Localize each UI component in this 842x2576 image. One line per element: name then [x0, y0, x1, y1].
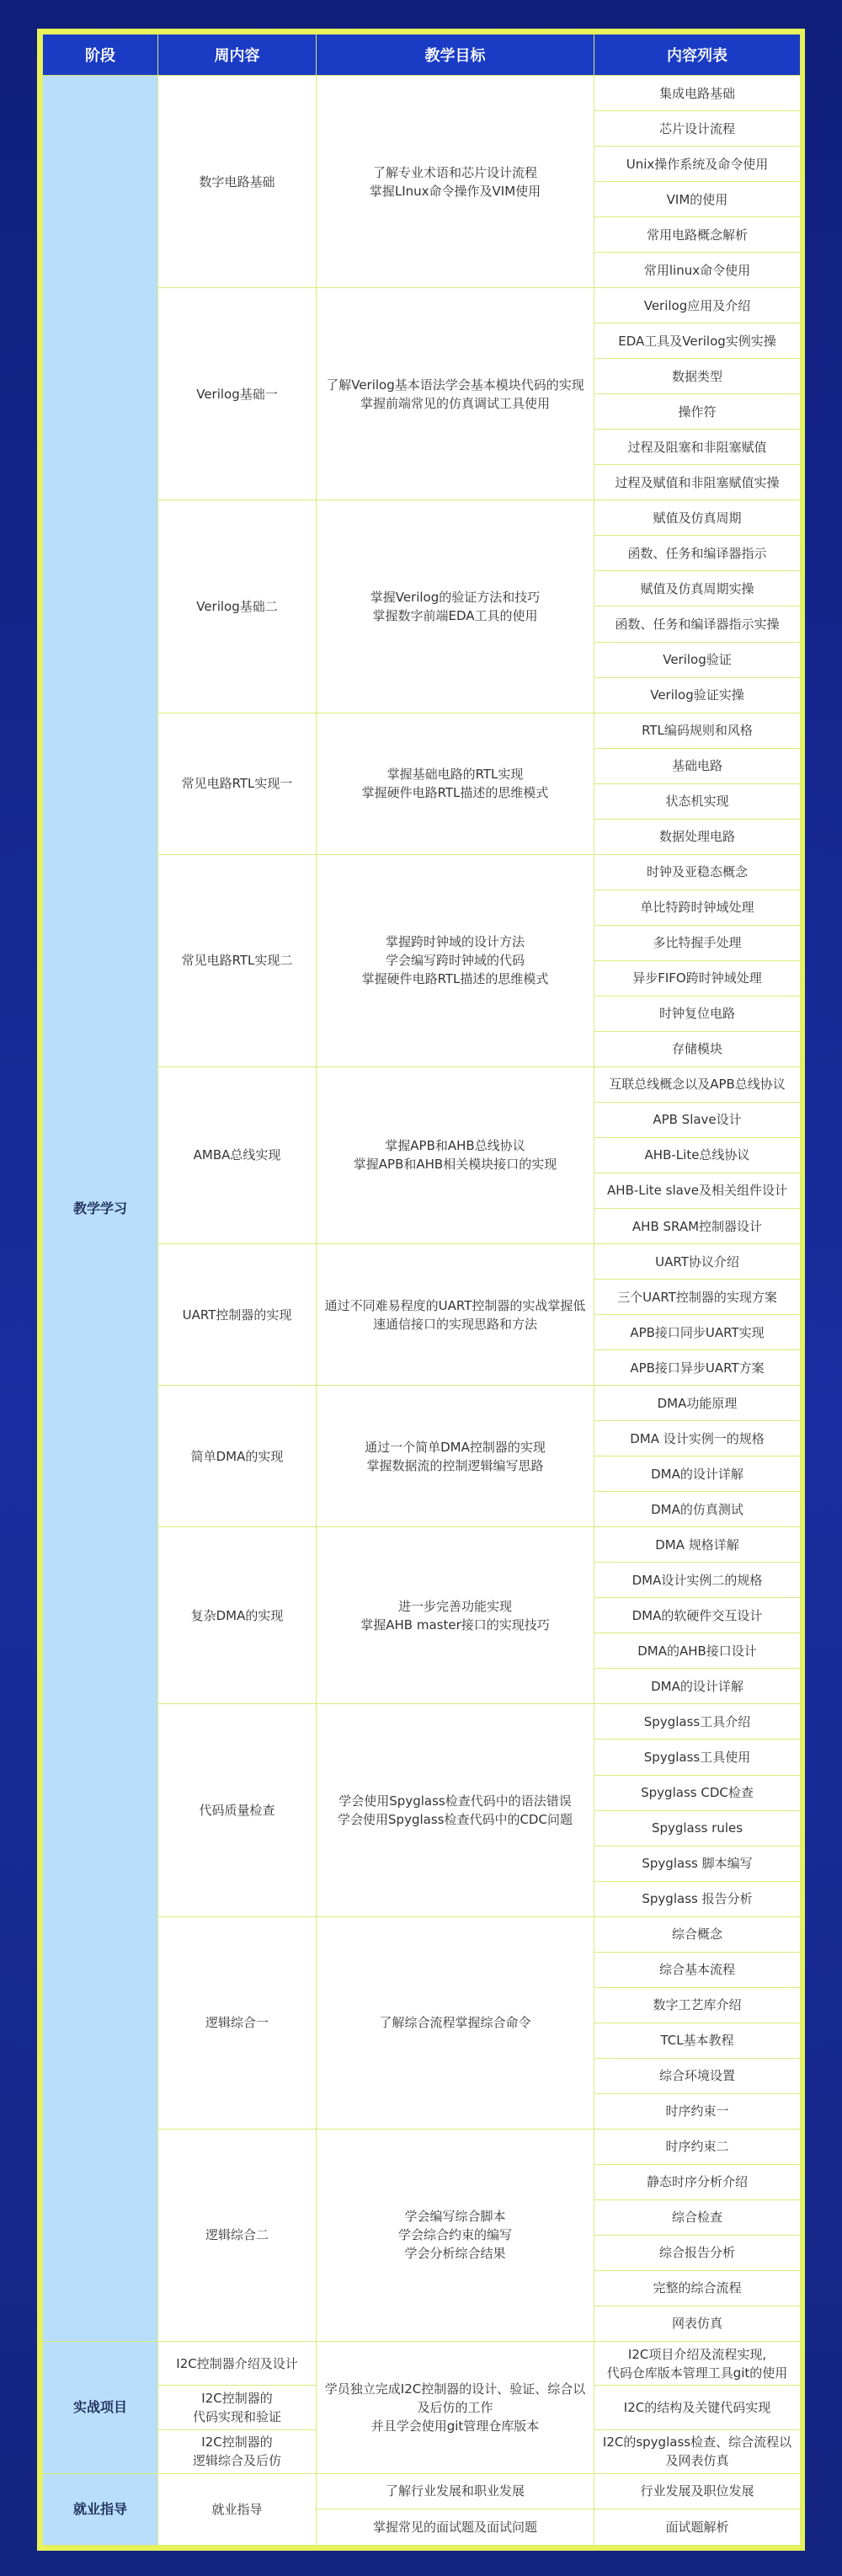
content-item: 数字工艺库介绍	[594, 1987, 801, 2023]
table-row	[43, 76, 801, 111]
content-item: Spyglass rules	[594, 1810, 801, 1846]
content-item: 静态时序分析介绍	[594, 2164, 801, 2199]
content-item: Spyglass工具介绍	[594, 1704, 801, 1740]
goal-cell: 通过不同难易程度的UART控制器的实战掌握低速通信接口的实现思路和方法	[317, 1244, 594, 1386]
content-item: Verilog验证实操	[594, 677, 801, 713]
content-item: APB接口异步UART方案	[594, 1350, 801, 1386]
content-item: 时序约束二	[594, 2129, 801, 2164]
goal-cell: 进一步完善功能实现 掌握AHB master接口的实现技巧	[317, 1527, 594, 1704]
header-stage: 阶段	[43, 35, 158, 76]
content-item: I2C项目介绍及流程实现, 代码仓库版本管理工具git的使用	[594, 2342, 801, 2386]
table-row	[43, 2342, 801, 2386]
week-cell: 常见电路RTL实现一	[158, 713, 317, 854]
content-item: 多比特握手处理	[594, 925, 801, 960]
content-item: 函数、任务和编译器指示实操	[594, 607, 801, 642]
stage-cell: 实战项目	[43, 2342, 158, 2474]
header-items: 内容列表	[594, 35, 801, 76]
content-item: 综合报告分析	[594, 2235, 801, 2270]
content-item: 操作符	[594, 394, 801, 430]
content-item: 时钟复位电路	[594, 996, 801, 1031]
content-item: Verilog应用及介绍	[594, 288, 801, 323]
week-cell: 就业指导	[158, 2473, 317, 2545]
content-item: 单比特跨时钟域处理	[594, 890, 801, 925]
content-item: 常用linux命令使用	[594, 253, 801, 288]
content-item: 赋值及仿真周期实操	[594, 571, 801, 607]
content-item: TCL基本教程	[594, 2023, 801, 2058]
table-row	[43, 2473, 801, 2509]
content-item: 过程及赋值和非阻塞赋值实操	[594, 465, 801, 500]
goal-cell: 了解行业发展和职业发展	[317, 2473, 594, 2509]
content-item: 行业发展及职位发展	[594, 2473, 801, 2509]
content-item: APB接口同步UART实现	[594, 1315, 801, 1350]
week-cell: 常见电路RTL实现二	[158, 854, 317, 1066]
week-cell: AMBA总线实现	[158, 1066, 317, 1243]
content-item: DMA 设计实例一的规格	[594, 1421, 801, 1456]
goal-cell: 了解专业术语和芯片设计流程 掌握LInux命令操作及VIM使用	[317, 76, 594, 288]
goal-cell: 掌握基础电路的RTL实现 掌握硬件电路RTL描述的思维模式	[317, 713, 594, 854]
goal-cell: 通过一个简单DMA控制器的实现 掌握数据流的控制逻辑编写思路	[317, 1386, 594, 1527]
header-goal: 教学目标	[317, 35, 594, 76]
week-cell: Verilog基础一	[158, 288, 317, 500]
content-item: 函数、任务和编译器指示	[594, 536, 801, 571]
content-item: 赋值及仿真周期	[594, 500, 801, 536]
content-item: 互联总线概念以及APB总线协议	[594, 1066, 801, 1102]
content-item: 芯片设计流程	[594, 111, 801, 147]
curriculum-table-frame	[37, 29, 805, 2551]
content-item: DMA 规格详解	[594, 1527, 801, 1563]
content-item: I2C的结构及关键代码实现	[594, 2386, 801, 2429]
content-item: 综合概念	[594, 1916, 801, 1952]
week-cell: 数字电路基础	[158, 76, 317, 288]
goal-cell: 掌握APB和AHB总线协议 掌握APB和AHB相关模块接口的实现	[317, 1066, 594, 1243]
content-item: AHB-Lite slave及相关组件设计	[594, 1173, 801, 1208]
content-item: APB Slave设计	[594, 1102, 801, 1137]
goal-cell: 学会使用Spyglass检查代码中的语法错误 学会使用Spyglass检查代码中的CDC问题	[317, 1704, 594, 1916]
week-cell: UART控制器的实现	[158, 1244, 317, 1386]
content-item: Spyglass 脚本编写	[594, 1846, 801, 1881]
week-cell: I2C控制器的 代码实现和验证	[158, 2386, 317, 2429]
content-item: 综合检查	[594, 2199, 801, 2235]
content-item: 数据类型	[594, 359, 801, 394]
content-item: RTL编码规则和风格	[594, 713, 801, 748]
week-cell: 复杂DMA的实现	[158, 1527, 317, 1704]
goal-cell: 了解Verilog基本语法学会基本模块代码的实现 掌握前端常见的仿真调试工具使用	[317, 288, 594, 500]
content-item: 时钟及亚稳态概念	[594, 854, 801, 890]
content-item: UART协议介绍	[594, 1244, 801, 1280]
content-item: 面试题解析	[594, 2509, 801, 2545]
content-item: Spyglass工具使用	[594, 1740, 801, 1775]
content-item: 异步FIFO跨时钟域处理	[594, 960, 801, 996]
content-item: EDA工具及Verilog实例实操	[594, 323, 801, 359]
content-item: 时序约束一	[594, 2093, 801, 2129]
table-header-row	[43, 35, 801, 76]
week-cell: Verilog基础二	[158, 500, 317, 713]
header-week: 周内容	[158, 35, 317, 76]
goal-cell: 掌握常见的面试题及面试问题	[317, 2509, 594, 2545]
content-item: DMA的设计详解	[594, 1669, 801, 1704]
content-item: VIM的使用	[594, 182, 801, 217]
content-item: Verilog验证	[594, 642, 801, 677]
stage-cell: 教学学习	[43, 76, 158, 2342]
content-item: 过程及阻塞和非阻塞赋值	[594, 430, 801, 465]
curriculum-table	[42, 34, 801, 2546]
week-cell: I2C控制器介绍及设计	[158, 2342, 317, 2386]
goal-cell: 学会编写综合脚本 学会综合约束的编写 学会分析综合结果	[317, 2129, 594, 2341]
content-item: 状态机实现	[594, 783, 801, 819]
content-item: DMA功能原理	[594, 1386, 801, 1421]
week-cell: 逻辑综合二	[158, 2129, 317, 2341]
content-item: 三个UART控制器的实现方案	[594, 1280, 801, 1315]
content-item: 数据处理电路	[594, 819, 801, 854]
content-item: DMA设计实例二的规格	[594, 1563, 801, 1598]
content-item: 网表仿真	[594, 2306, 801, 2341]
week-cell: 逻辑综合一	[158, 1916, 317, 2129]
content-item: Unix操作系统及命令使用	[594, 147, 801, 182]
goal-cell: 掌握Verilog的验证方法和技巧 掌握数字前端EDA工具的使用	[317, 500, 594, 713]
content-item: AHB-Lite总线协议	[594, 1137, 801, 1173]
content-item: 完整的综合流程	[594, 2270, 801, 2306]
week-cell: I2C控制器的 逻辑综合及后仿	[158, 2429, 317, 2473]
goal-cell: 掌握跨时钟域的设计方法 学会编写跨时钟域的代码 掌握硬件电路RTL描述的思维模式	[317, 854, 594, 1066]
content-item: 存储模块	[594, 1031, 801, 1066]
content-item: Spyglass CDC检查	[594, 1775, 801, 1810]
goal-cell: 学员独立完成I2C控制器的设计、验证、综合以及后仿的工作 并且学会使用git管理仓库版本	[317, 2342, 594, 2474]
week-cell: 代码质量检查	[158, 1704, 317, 1916]
content-item: 综合环境设置	[594, 2058, 801, 2093]
content-item: DMA的AHB接口设计	[594, 1633, 801, 1669]
content-item: I2C的spyglass检查、综合流程以及网表仿真	[594, 2429, 801, 2473]
content-item: 综合基本流程	[594, 1952, 801, 1987]
content-item: 常用电路概念解析	[594, 217, 801, 253]
goal-cell: 了解综合流程掌握综合命令	[317, 1916, 594, 2129]
content-item: 集成电路基础	[594, 76, 801, 111]
content-item: DMA的软硬件交互设计	[594, 1598, 801, 1633]
content-item: DMA的设计详解	[594, 1456, 801, 1492]
content-item: AHB SRAM控制器设计	[594, 1209, 801, 1244]
content-item: 基础电路	[594, 748, 801, 783]
content-item: DMA的仿真测试	[594, 1492, 801, 1527]
content-item: Spyglass 报告分析	[594, 1881, 801, 1916]
stage-cell: 就业指导	[43, 2473, 158, 2545]
table-body	[43, 76, 801, 2546]
week-cell: 简单DMA的实现	[158, 1386, 317, 1527]
